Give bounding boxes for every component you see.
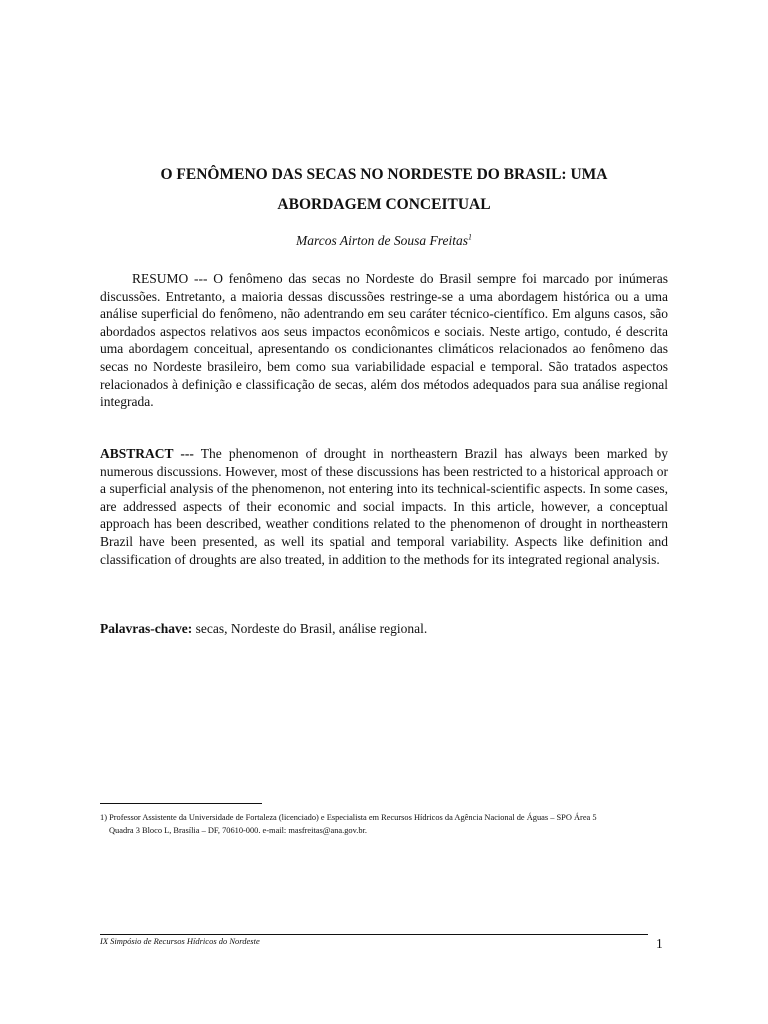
paper-title-line-1: O FENÔMENO DAS SECAS NO NORDESTE DO BRASIL: UMA <box>160 166 608 183</box>
paper-title-line-2: ABORDAGEM CONCEITUAL <box>277 196 491 213</box>
footnote-line-1: 1) Professor Assistente da Universidade de Fortaleza (licenciado) e Especialista em Recursos Hídricos da Agência Nacional de Águas – SPO Área 5 <box>100 813 597 822</box>
abstract-text: The phenomenon of drought in northeastern Brazil has always been marked by numerous discussions. However, most of these discussions has been restricted to a historical approach or a superficial analysis of the phenomenon, not entering into its technical-scientific aspects. In some cases, are addressed aspects of their economic and social impacts. In this article, however, a conceptual approach has been described, weather conditions related to the phenomenon of drought in northeastern Brazil have been presented, as well its spatial and temporal variability. Aspects like definition and classification of droughts are also treated, in addition to the methods for its integrated regional analysis. <box>100 446 668 567</box>
resumo-paragraph: RESUMO --- O fenômeno das secas no Nordeste do Brasil sempre foi marcado por inúmeras discussões. Entretanto, a maioria dessas discussões restringe-se a uma abordagem histórica ou a uma análise superficial do fenômeno, não adentrando em seu caráter técnico-científico. Em alguns casos, são abordados aspectos relativos aos seus impactos econômicos e sociais. Neste artigo, contudo, é descrita uma abordagem conceitual, apresentando os condicionantes climáticos relacionados ao fenômeno das secas no Nordeste brasileiro, bem como sua variabilidade espacial e temporal. São tratados aspectos relacionados à definição e classificação de secas, além dos métodos adequados para sua análise regional integrada. <box>100 271 668 410</box>
footnote-separator <box>100 803 262 804</box>
abstract-label: ABSTRACT --- <box>100 446 194 461</box>
abstract-paragraph <box>100 445 668 568</box>
keywords-paragraph <box>100 620 668 638</box>
keywords-label: Palavras-chave: <box>100 621 193 636</box>
keywords-text: secas, Nordeste do Brasil, análise regional. <box>192 621 428 636</box>
author-line <box>100 232 668 250</box>
footer-venue: IX Simpósio de Recursos Hídricos do Nordeste <box>100 936 260 946</box>
author-name: Marcos Airton de Sousa Freitas <box>296 233 468 248</box>
footnote <box>100 812 675 837</box>
footnote-line-2: Quadra 3 Bloco L, Brasília – DF, 70610-000. e-mail: masfreitas@ana.gov.br. <box>109 825 367 835</box>
page-number: 1 <box>656 936 663 951</box>
paper-title <box>100 160 668 220</box>
author-footnote-mark: 1 <box>468 232 472 242</box>
